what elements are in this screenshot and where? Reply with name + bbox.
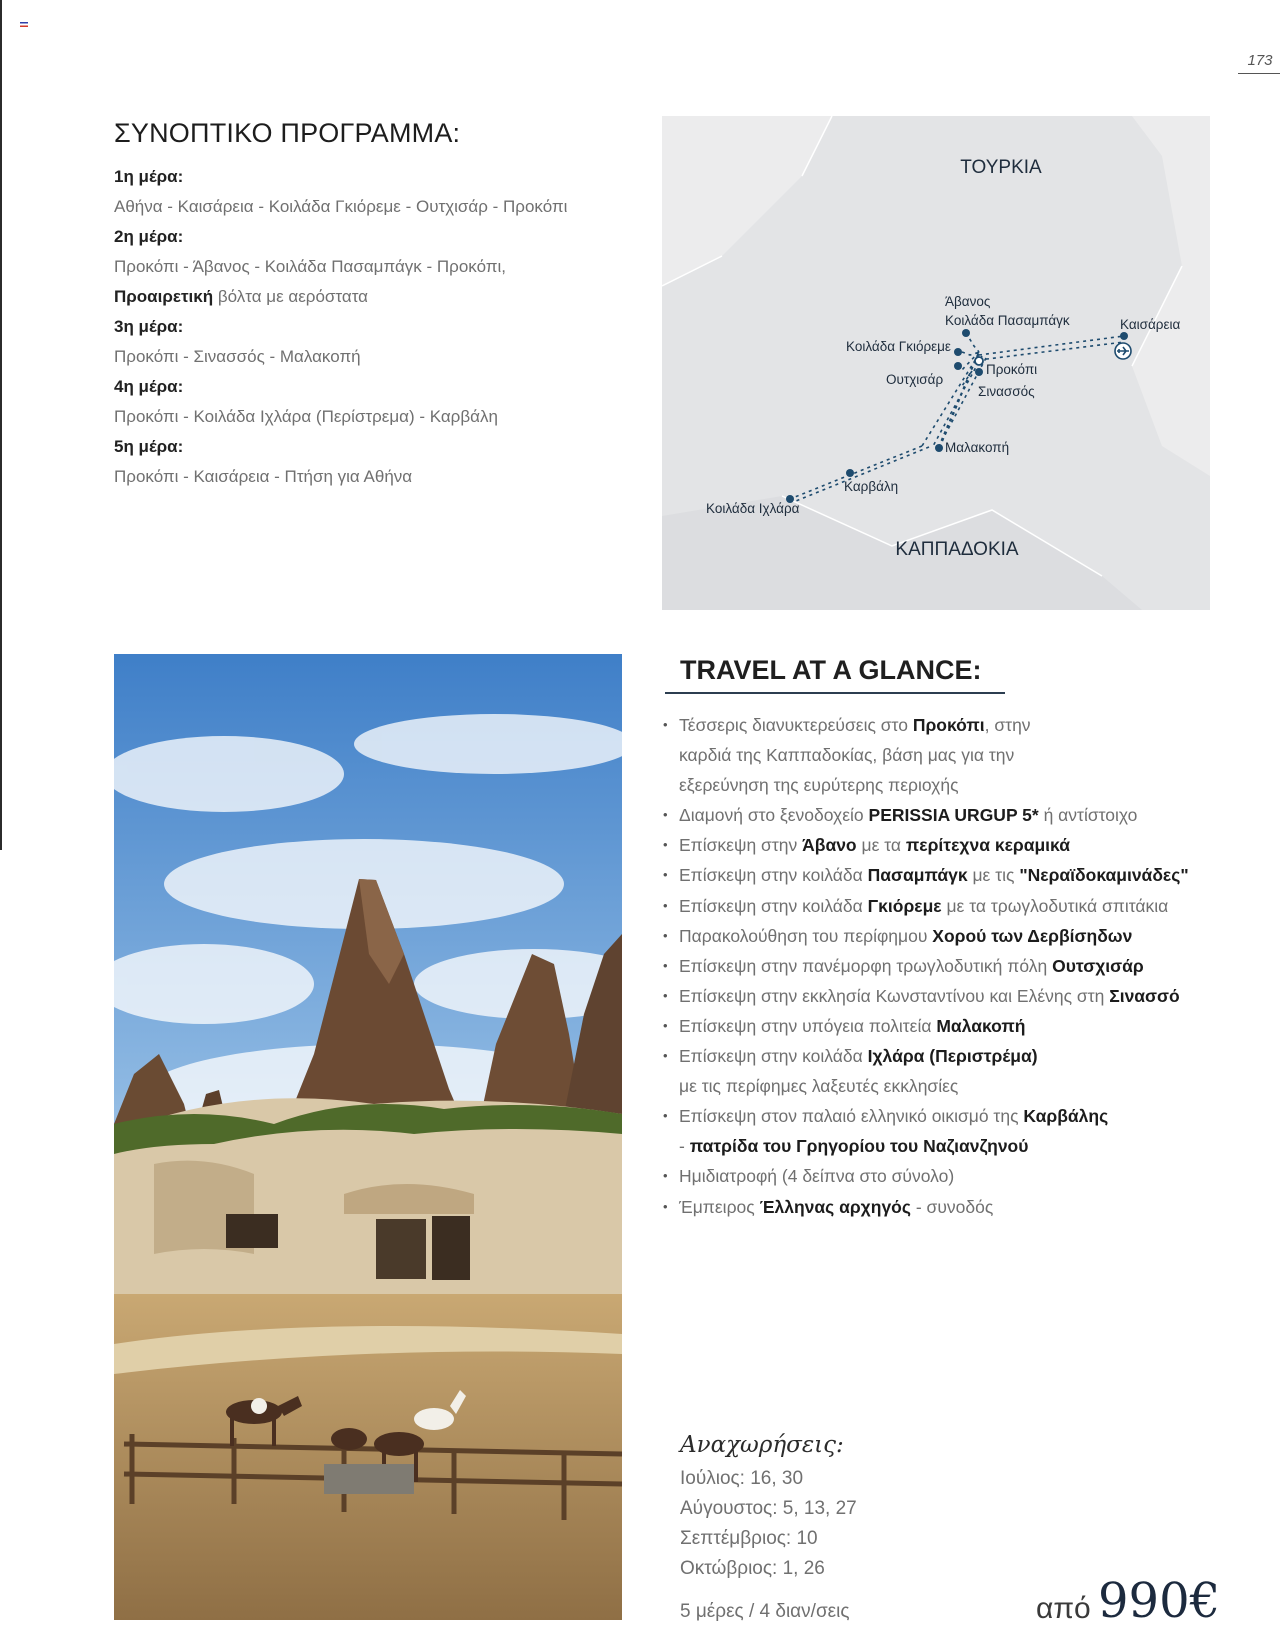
map-label-sinassos: Σινασσός	[978, 384, 1035, 399]
map-label-avanos: Άβανος	[945, 294, 991, 309]
list-item: • Επίσκεψη στον παλαιό ελληνικό οικισμό της Καρβάλης - πατρίδα του Γρηγορίου του Ναζιανζηνού	[662, 1101, 1222, 1161]
list-item: • Έμπειρος Έλληνας αρχηγός - συνοδός	[662, 1192, 1222, 1222]
list-item: • Επίσκεψη στην κοιλάδα Γκιόρεμε με τα τρωγλοδυτικά σπιτάκια	[662, 891, 1222, 921]
map-country-label: ΤΟΥΡΚΙΑ	[960, 157, 1042, 178]
list-item: • Ημιδιατροφή (4 δείπνα στο σύνολο)	[662, 1161, 1222, 1191]
day-label: 2η μέρα:	[114, 227, 184, 246]
list-item: • Επίσκεψη στην εκκλησία Κωνσταντίνου και Ελένης στη Σινασσό	[662, 981, 1222, 1011]
list-item: • Επίσκεψη στην κοιλάδα Πασαμπάγκ με τις "Νεραϊδοκαμινάδες"	[662, 860, 1222, 890]
day-list	[114, 162, 634, 492]
map-label-ihlara: Κοιλάδα Ιχλάρα	[706, 501, 800, 516]
cappadocia-photo	[114, 654, 622, 1620]
list-item: • Επίσκεψη στην κοιλάδα Ιχλάρα (Περιστρέμα) με τις περίφημες λαξευτές εκκλησίες	[662, 1041, 1222, 1101]
glance-title-rule	[665, 692, 1005, 694]
trip-duration: 5 μέρες / 4 διαν/σεις	[680, 1601, 850, 1622]
day-label: 5η μέρα:	[114, 437, 184, 456]
list-item: • Επίσκεψη στην υπόγεια πολιτεία Μαλακοπή	[662, 1011, 1222, 1041]
day-label: 4η μέρα:	[114, 377, 184, 396]
map-label-prokopi: Προκόπι	[986, 362, 1038, 377]
page-edge	[0, 0, 2, 850]
price: 990€	[1098, 1573, 1221, 1629]
point-kaisareia	[1120, 332, 1128, 340]
glance-list	[662, 710, 1222, 1222]
point-malakopi	[935, 444, 943, 452]
departure-date: Σεπτέμβριος: 10	[680, 1528, 818, 1549]
glance-title: TRAVEL AT A GLANCE:	[680, 655, 982, 685]
day-label: 3η μέρα:	[114, 317, 184, 336]
departure-date: Ιούλιος: 16, 30	[680, 1468, 804, 1489]
map-label-goreme: Κοιλάδα Γκιόρεμε	[846, 339, 951, 354]
point-pasabag	[962, 329, 970, 337]
airport-icon	[1115, 343, 1131, 359]
day-label: 1η μέρα:	[114, 167, 184, 186]
map-label-pasabag: Κοιλάδα Πασαμπάγκ	[945, 313, 1070, 328]
list-item: • Διαμονή στο ξενοδοχείο PERISSIA URGUP 5* ή αντίστοιχο	[662, 800, 1222, 830]
point-goreme	[954, 348, 962, 356]
map-label-karvali: Καρβάλη	[844, 479, 899, 494]
map-region-label: ΚΑΠΠΑΔΟΚΙΑ	[895, 539, 1019, 560]
day-route: Προκόπι - Κοιλάδα Ιχλάρα (Περίστρεμα) - Καρβάλη	[114, 407, 498, 426]
optional-label: Προαιρετική	[114, 287, 214, 306]
list-item: • Επίσκεψη στην Άβανο με τα περίτεχνα κεραμικά	[662, 830, 1222, 860]
departure-date: Αύγουστος: 5, 13, 27	[680, 1498, 857, 1519]
price-prefix: από	[1036, 1592, 1091, 1625]
page-number: 173	[1247, 52, 1273, 69]
point-prokopi	[975, 357, 983, 365]
map-label-kaisareia: Καισάρεια	[1120, 317, 1181, 332]
map-label-malakopi: Μαλακοπή	[945, 440, 1010, 455]
departures-title: Αναχωρήσεις:	[680, 1432, 844, 1458]
flag-icon	[20, 22, 28, 27]
map-label-outchisar: Ουτχισάρ	[886, 372, 944, 387]
list-item: • Επίσκεψη στην πανέμορφη τρωγλοδυτική πόλη Ουτσχισάρ	[662, 951, 1222, 981]
page-number-rule	[1238, 73, 1280, 74]
route-map	[662, 116, 1210, 610]
day-route: Προκόπι - Σινασσός - Μαλακοπή	[114, 347, 361, 366]
day-route: Προκόπι - Άβανος - Κοιλάδα Πασαμπάγκ - Προκόπι,	[114, 257, 507, 276]
list-item: • Τέσσερις διανυκτερεύσεις στο Προκόπι, στην καρδιά της Καππαδοκίας, βάση μας για την εξερεύνηση της ευρύτερης περιοχής	[662, 710, 1222, 800]
summary-title: ΣΥΝΟΠΤΙΚΟ ΠΡΟΓΡΑΜΜΑ:	[114, 118, 461, 148]
point-karvali	[846, 469, 854, 477]
point-outchisar	[954, 362, 962, 370]
point-sinassos	[975, 368, 983, 376]
list-item: • Παρακολούθηση του περίφημου Χορού των Δερβίσηδων	[662, 921, 1222, 951]
optional-text: βόλτα με αερόστατα	[213, 287, 369, 306]
day-route: Προκόπι - Καισάρεια - Πτήση για Αθήνα	[114, 467, 413, 486]
day-route: Αθήνα - Καισάρεια - Κοιλάδα Γκιόρεμε - Ουτχισάρ - Προκόπι	[114, 197, 568, 216]
departure-date: Οκτώβριος: 1, 26	[680, 1558, 825, 1579]
day-route-optional	[114, 282, 634, 312]
